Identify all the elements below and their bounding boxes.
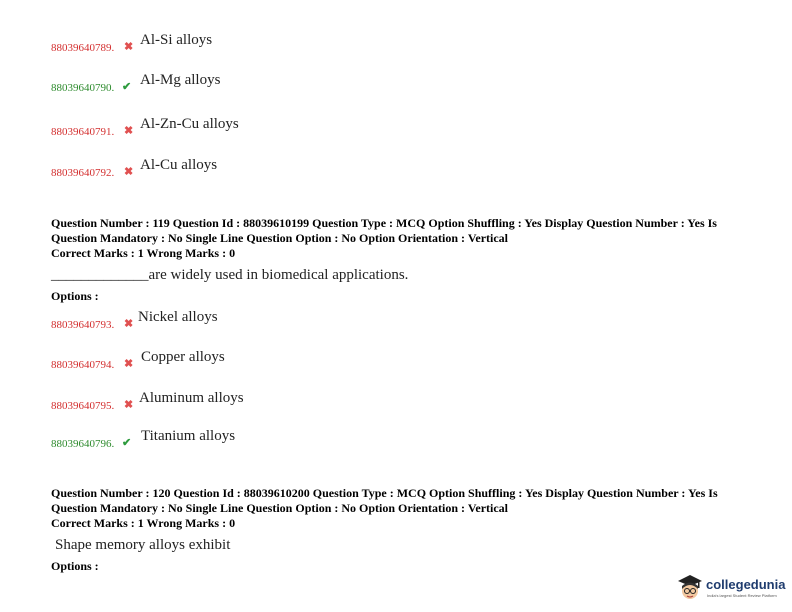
question-text: Shape memory alloys exhibit	[55, 537, 231, 553]
option-id: 88039640791.	[51, 126, 115, 138]
option-text: Copper alloys	[141, 349, 225, 365]
option-id: 88039640792.	[51, 167, 115, 179]
question-marks: Correct Marks : 1 Wrong Marks : 0	[51, 516, 236, 530]
check-icon: ✔	[122, 81, 132, 93]
cross-icon: ✖	[124, 358, 134, 370]
question-meta-line1: Question Number : 119 Question Id : 88039610199 Question Type : MCQ Option Shuffling : Yes Display Question Number : Yes Is	[51, 216, 717, 230]
cross-icon: ✖	[124, 399, 134, 411]
check-icon: ✔	[122, 437, 132, 449]
cross-icon: ✖	[124, 41, 134, 53]
mascot-icon	[676, 573, 704, 603]
options-label: Options :	[51, 559, 99, 573]
option-id: 88039640794.	[51, 359, 115, 371]
question-meta	[51, 216, 751, 261]
option-text: Al-Mg alloys	[140, 72, 221, 88]
option-text: Aluminum alloys	[139, 390, 244, 406]
logo-brand-text: collegedunia	[706, 577, 786, 592]
options-label: Options :	[51, 289, 99, 303]
question-meta-line2: Question Mandatory : No Single Line Question Option : No Option Orientation : Vertical	[51, 231, 509, 245]
question-marks: Correct Marks : 1 Wrong Marks : 0	[51, 246, 236, 260]
option-text: Titanium alloys	[141, 428, 236, 444]
option-text: Al-Si alloys	[140, 32, 213, 48]
option-id: 88039640793.	[51, 319, 115, 331]
option-id: 88039640789.	[51, 42, 115, 54]
cross-icon: ✖	[124, 166, 134, 178]
option-text: Nickel alloys	[138, 309, 218, 325]
logo-tagline: India's largest Student Review Platform	[707, 593, 777, 598]
cross-icon: ✖	[124, 125, 134, 137]
option-text: Al-Cu alloys	[140, 157, 218, 173]
option-text: Al-Zn-Cu alloys	[140, 116, 239, 132]
question-text: _____________are widely used in biomedical applications.	[51, 267, 409, 283]
question-meta	[51, 486, 751, 531]
collegedunia-logo	[676, 573, 788, 605]
question-meta-line2: Question Mandatory : No Single Line Question Option : No Option Orientation : Vertical	[51, 501, 509, 515]
question-meta-line1: Question Number : 120 Question Id : 88039610200 Question Type : MCQ Option Shuffling : Yes Display Question Number : Yes Is	[51, 486, 718, 500]
cross-icon: ✖	[124, 318, 134, 330]
option-id: 88039640796.	[51, 438, 115, 450]
option-id: 88039640790.	[51, 82, 115, 94]
option-id: 88039640795.	[51, 400, 115, 412]
